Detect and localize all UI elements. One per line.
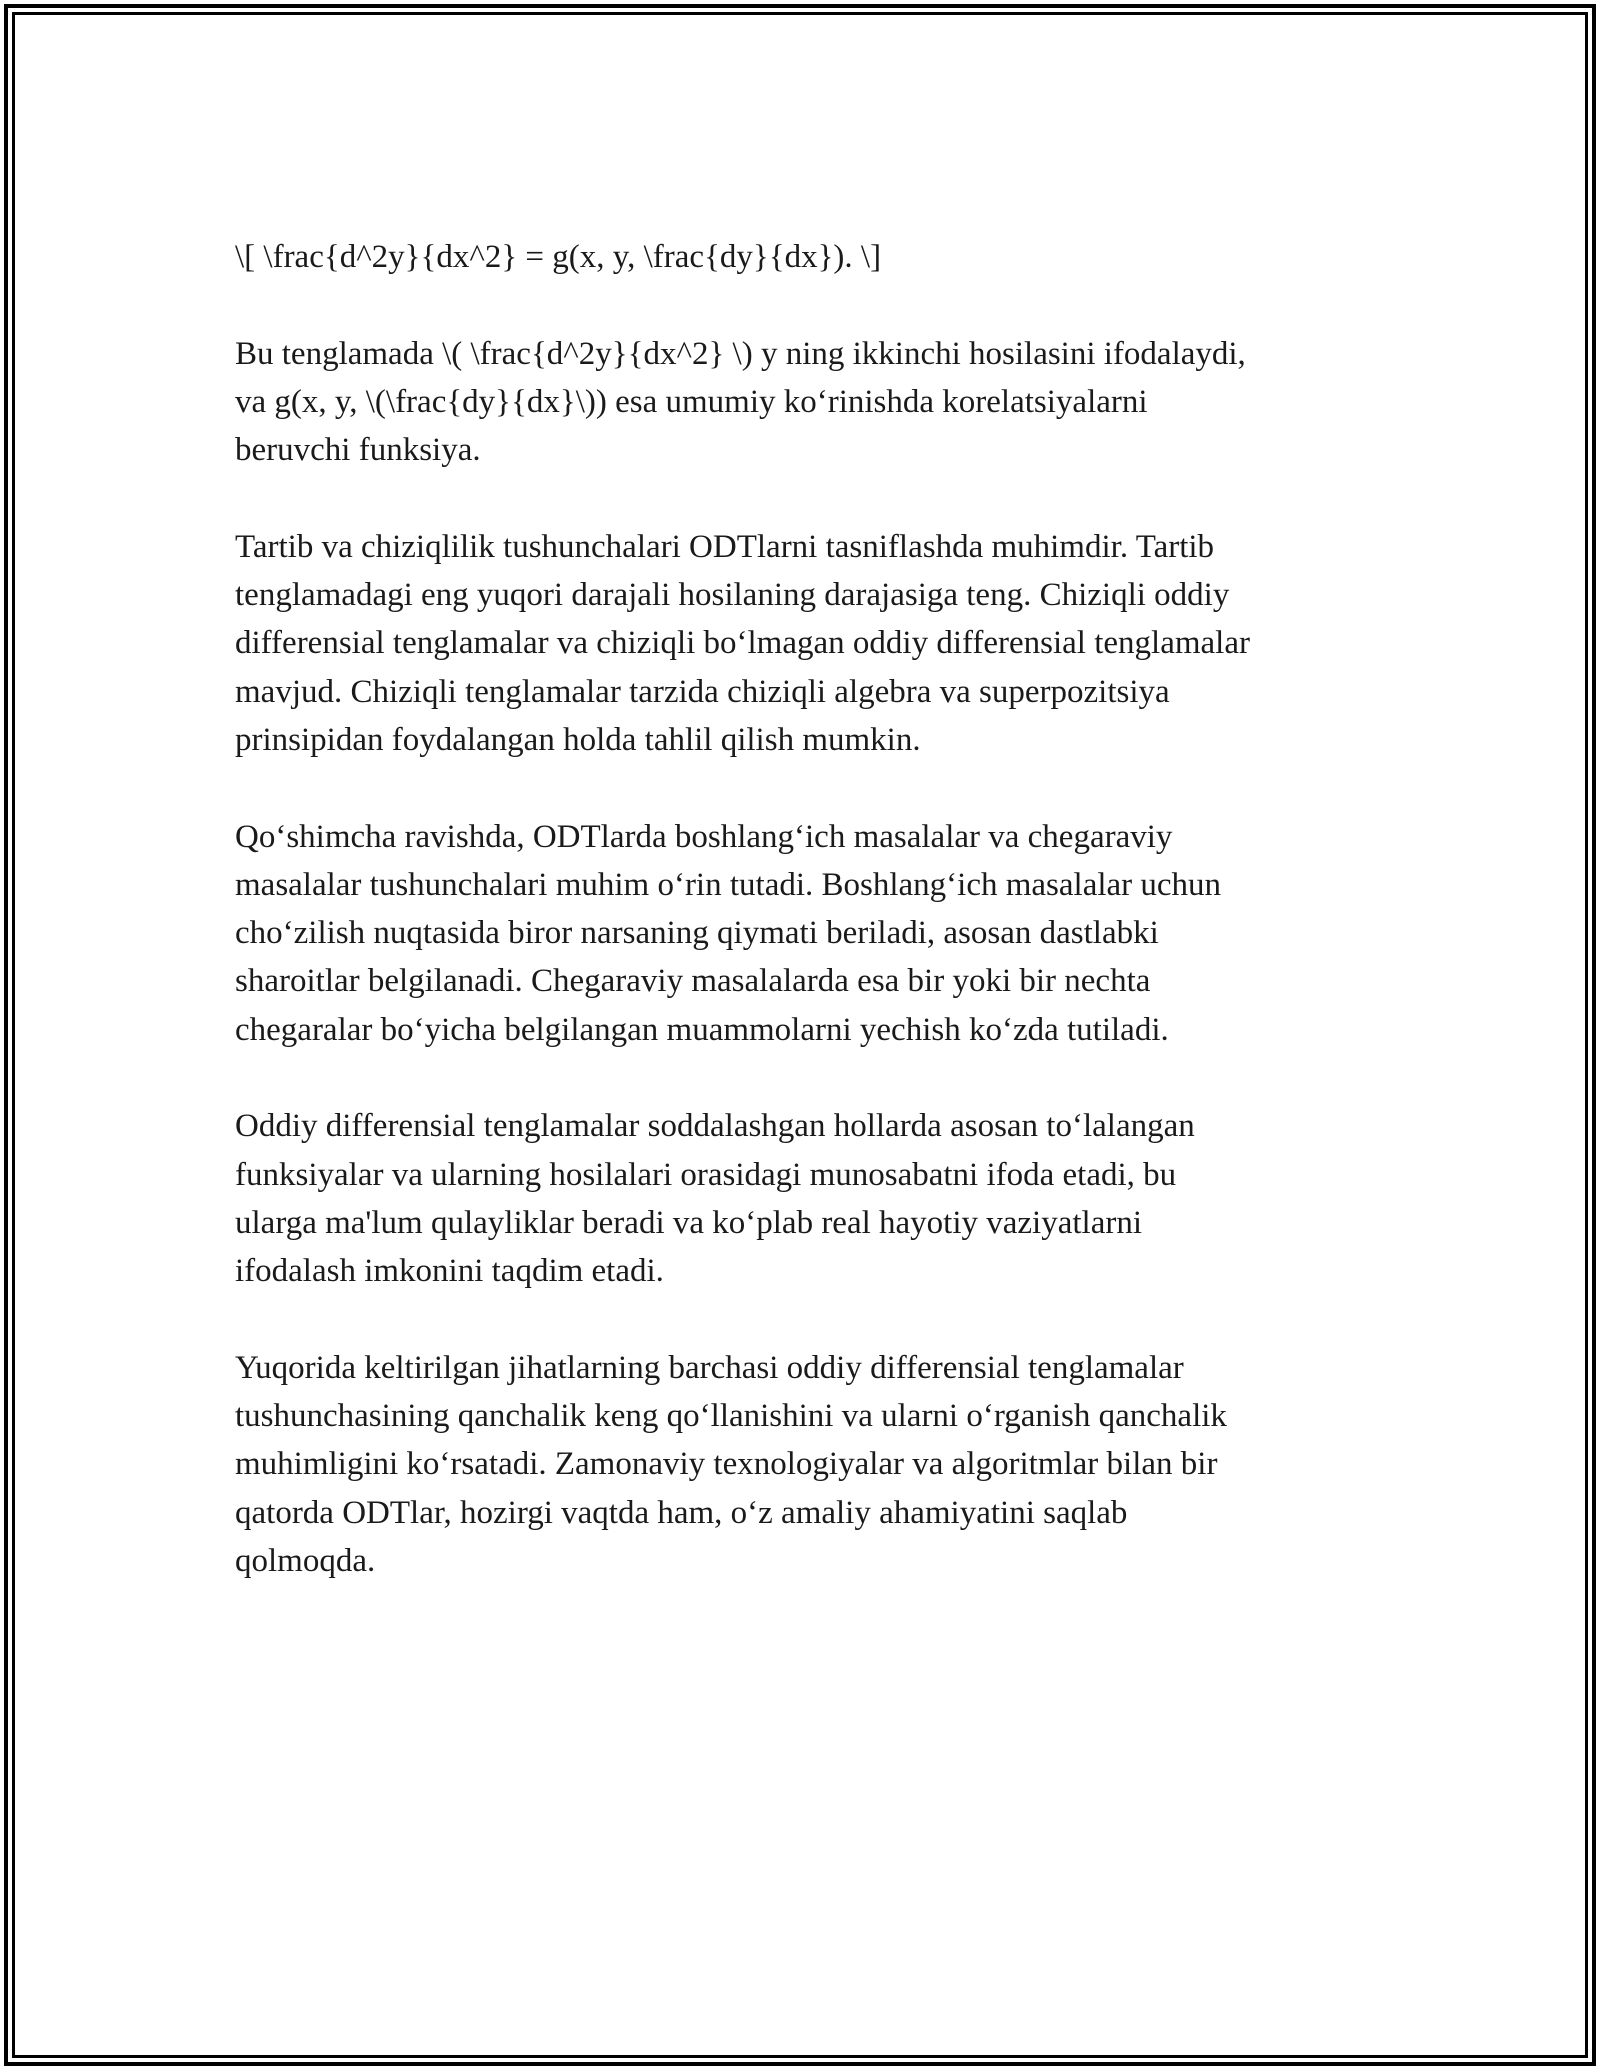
paragraph-line: masalalar tushunchalari muhim o‘rin tutadi. Boshlang‘ich masalalar uchun: [235, 866, 1222, 903]
document-body: [235, 233, 1385, 1634]
paragraph-line: cho‘zilish nuqtasida biror narsaning qiymati beriladi, asosan dastlabki: [235, 915, 1159, 952]
equation-line: [235, 233, 1385, 281]
paragraph-line: muhimligini ko‘rsatadi. Zamonaviy texnologiyalar va algoritmlar bilan bir: [235, 1446, 1218, 1483]
paragraph-line: tushunchasining qanchalik keng qo‘llanishini va ularni o‘rganish qanchalik: [235, 1398, 1227, 1435]
paragraph-4: [235, 1102, 1385, 1295]
paragraph-line: Bu tenglamada \( \frac{d^2y}{dx^2} \) y ning ikkinchi hosilasini ifodalaydi,: [235, 335, 1246, 372]
paragraph-line: qatorda ODTlar, hozirgi vaqtda ham, o‘z amaliy ahamiyatini saqlab: [235, 1494, 1128, 1531]
paragraph-line: va g(x, y, \(\frac{dy}{dx}\)) esa umumiy ko‘rinishda korelatsiyalarni: [235, 383, 1148, 420]
paragraph-5: [235, 1344, 1385, 1585]
paragraph-line: sharoitlar belgilanadi. Chegaraviy masalalarda esa bir yoki bir nechta: [235, 963, 1151, 1000]
paragraph-line: qolmoqda.: [235, 1543, 376, 1580]
paragraph-1: [235, 330, 1385, 475]
paragraph-line: Tartib va chiziqlilik tushunchalari ODTlarni tasniflashda muhimdir. Tartib: [235, 528, 1215, 565]
paragraph-line: prinsipidan foydalangan holda tahlil qilish mumkin.: [235, 721, 921, 758]
equation-text: \[ \frac{d^2y}{dx^2} = g(x, y, \frac{dy}{dx}). \]: [235, 239, 882, 275]
paragraph-line: ularga ma'lum qulayliklar beradi va ko‘plab real hayotiy vaziyatlarni: [235, 1204, 1143, 1241]
paragraph-line: beruvchi funksiya.: [235, 432, 481, 469]
paragraph-line: chegaralar bo‘yicha belgilangan muammolarni yechish ko‘zda tutiladi.: [235, 1011, 1169, 1048]
paragraph-line: Qo‘shimcha ravishda, ODTlarda boshlang‘ich masalalar va chegaraviy: [235, 818, 1173, 855]
paragraph-line: tenglamadagi eng yuqori darajali hosilaning darajasiga teng. Chiziqli oddiy: [235, 577, 1230, 614]
paragraph-line: differensial tenglamalar va chiziqli bo‘lmagan oddiy differensial tenglamalar: [235, 625, 1250, 662]
paragraph-3: [235, 813, 1385, 1054]
paragraph-2: [235, 523, 1385, 764]
paragraph-line: Yuqorida keltirilgan jihatlarning barchasi oddiy differensial tenglamalar: [235, 1349, 1184, 1386]
paragraph-line: ifodalash imkonini taqdim etadi.: [235, 1253, 664, 1290]
paragraph-line: mavjud. Chiziqli tenglamalar tarzida chiziqli algebra va superpozitsiya: [235, 673, 1170, 710]
paragraph-line: Oddiy differensial tenglamalar soddalashgan hollarda asosan to‘lalangan: [235, 1108, 1195, 1145]
paragraph-line: funksiyalar va ularning hosilalari orasidagi munosabatni ifoda etadi, bu: [235, 1156, 1177, 1193]
